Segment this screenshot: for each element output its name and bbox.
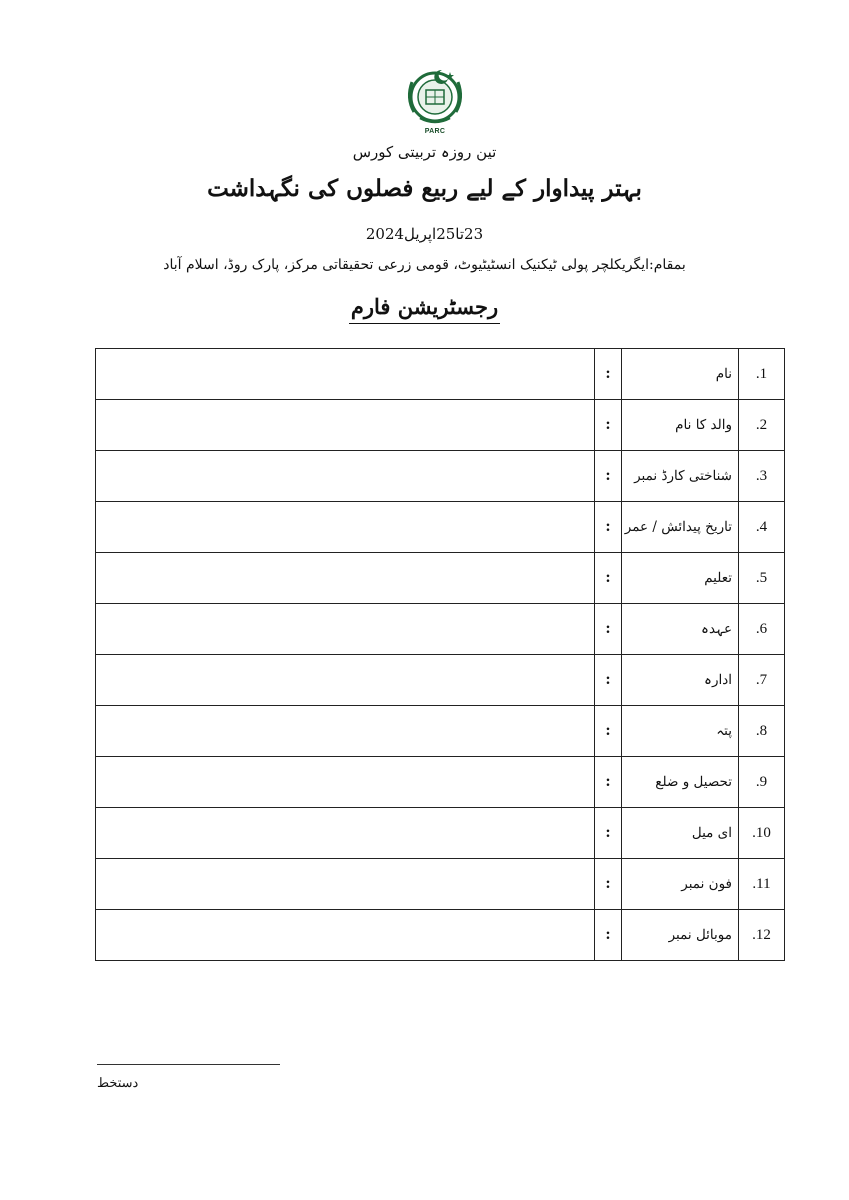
row-number: 6.: [739, 604, 785, 655]
field-label: تاریخ پیدائش / عمر: [622, 502, 739, 553]
logo-text: PARC: [424, 128, 446, 135]
field-label: فون نمبر: [622, 859, 739, 910]
field-colon: :: [595, 808, 622, 859]
field-value-input[interactable]: [96, 910, 595, 961]
table-row: [96, 502, 785, 553]
field-colon: :: [595, 502, 622, 553]
field-colon: :: [595, 553, 622, 604]
form-title: رجسٹریشن فارم: [349, 294, 500, 324]
field-label: نام: [622, 349, 739, 400]
field-colon: :: [595, 910, 622, 961]
row-number: 9.: [739, 757, 785, 808]
signature-label: دستخط: [97, 1076, 139, 1091]
row-number: 4.: [739, 502, 785, 553]
field-colon: :: [595, 757, 622, 808]
row-number: 7.: [739, 655, 785, 706]
table-row: [96, 655, 785, 706]
row-number: 1.: [739, 349, 785, 400]
field-label: شناختی کارڈ نمبر: [622, 451, 739, 502]
field-label: پتہ: [622, 706, 739, 757]
field-label: والد کا نام: [622, 400, 739, 451]
field-label: ادارہ: [622, 655, 739, 706]
signature-line[interactable]: [97, 1064, 280, 1065]
parc-emblem-icon: [402, 66, 468, 142]
row-number: 3.: [739, 451, 785, 502]
field-colon: :: [595, 655, 622, 706]
field-label: تحصیل و ضلع: [622, 757, 739, 808]
field-value-input[interactable]: [96, 757, 595, 808]
row-number: 12.: [739, 910, 785, 961]
field-colon: :: [595, 706, 622, 757]
field-value-input[interactable]: [96, 400, 595, 451]
field-colon: :: [595, 400, 622, 451]
course-kicker: تین روزہ تربیتی کورس: [352, 143, 497, 161]
table-row: [96, 910, 785, 961]
table-row: [96, 808, 785, 859]
row-number: 5.: [739, 553, 785, 604]
field-value-input[interactable]: [96, 604, 595, 655]
field-value-input[interactable]: [96, 553, 595, 604]
field-label: ای میل: [622, 808, 739, 859]
table-row: [96, 400, 785, 451]
field-value-input[interactable]: [96, 808, 595, 859]
form-title-wrap: [0, 294, 849, 324]
row-number: 2.: [739, 400, 785, 451]
row-number: 8.: [739, 706, 785, 757]
table-row: [96, 451, 785, 502]
row-number: 11.: [739, 859, 785, 910]
table-row: [96, 349, 785, 400]
field-value-input[interactable]: [96, 859, 595, 910]
registration-table: [95, 348, 785, 961]
field-colon: :: [595, 349, 622, 400]
field-colon: :: [595, 859, 622, 910]
field-label: تعلیم: [622, 553, 739, 604]
table-row: [96, 706, 785, 757]
course-dates: 23تا25اپریل2024: [365, 225, 484, 243]
field-label: عہدہ: [622, 604, 739, 655]
table-row: [96, 757, 785, 808]
field-label: موبائل نمبر: [622, 910, 739, 961]
row-number: 10.: [739, 808, 785, 859]
field-colon: :: [595, 604, 622, 655]
course-venue: بمقام:ایگریکلچر پولی ٹیکنیک انسٹیٹیوٹ، قومی زرعی تحقیقاتی مرکز، پارک روڈ، اسلام آباد: [163, 257, 686, 273]
table-row: [96, 553, 785, 604]
field-colon: :: [595, 451, 622, 502]
table-row: [96, 859, 785, 910]
field-value-input[interactable]: [96, 706, 595, 757]
field-value-input[interactable]: [96, 502, 595, 553]
course-title: بہتر پیداوار کے لیے ربیع فصلوں کی نگہداشت: [207, 175, 642, 202]
table-row: [96, 604, 785, 655]
field-value-input[interactable]: [96, 655, 595, 706]
field-value-input[interactable]: [96, 349, 595, 400]
field-value-input[interactable]: [96, 451, 595, 502]
